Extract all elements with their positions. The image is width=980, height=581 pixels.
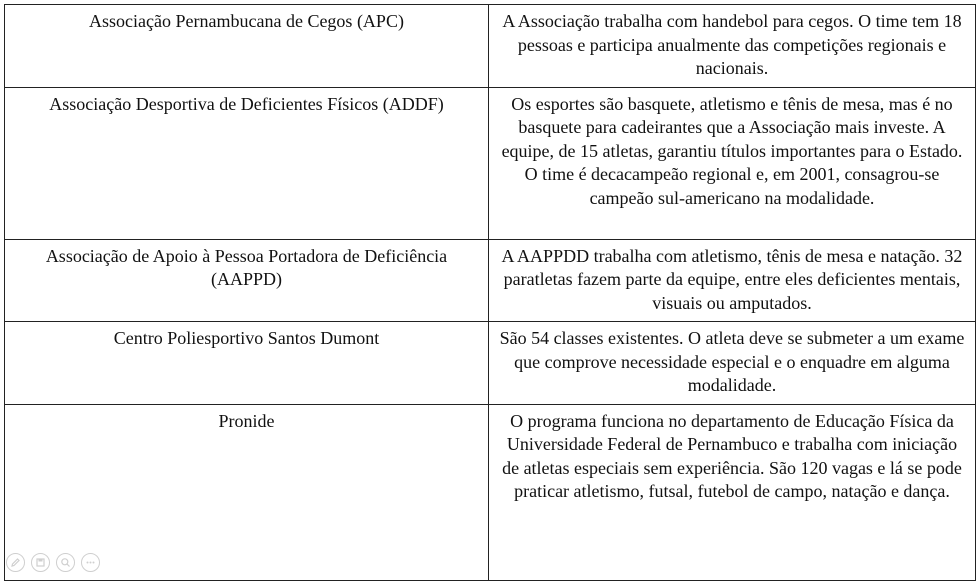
institution-description-cell: A Associação trabalha com handebol para cegos. O time tem 18 pessoas e participa anualmente das competições regionais e nacionais. <box>489 5 976 88</box>
institution-name-cell: Associação Desportiva de Deficientes Físicos (ADDF) <box>5 87 489 239</box>
more-icon[interactable] <box>81 553 100 572</box>
institution-description-cell: O programa funciona no departamento de Educação Física da Universidade Federal de Pernambuco e trabalha com iniciação de atletas especiais sem experiência. São 120 vagas e lá se pode praticar atletismo, futsal, futebol de campo, natação e dança. <box>489 404 976 580</box>
institutions-table <box>4 4 976 581</box>
institution-description-cell: Os esportes são basquete, atletismo e tênis de mesa, mas é no basquete para cadeirantes que a Associação mais investe. A equipe, de 15 atletas, garantiu títulos importantes para o Estado. O time é decacampeão regional e, em 2001, consagrou-se campeão sul-americano na modalidade. <box>489 87 976 239</box>
table-row <box>5 239 976 322</box>
table-row <box>5 5 976 88</box>
pencil-icon[interactable] <box>6 553 25 572</box>
institution-name-cell: Associação de Apoio à Pessoa Portadora de Deficiência (AAPPD) <box>5 239 489 322</box>
institution-name-cell: Pronide <box>5 404 489 580</box>
table-row <box>5 404 976 580</box>
table-row <box>5 87 976 239</box>
save-icon[interactable] <box>31 553 50 572</box>
institution-description-cell: São 54 classes existentes. O atleta deve se submeter a um exame que comprove necessidade especial e o enquadre em alguma modalidade. <box>489 322 976 405</box>
institution-description-cell: A AAPPDD trabalha com atletismo, tênis de mesa e natação. 32 paratletas fazem parte da equipe, entre eles deficientes mentais, visuais ou amputados. <box>489 239 976 322</box>
image-toolbar <box>6 553 100 572</box>
zoom-icon[interactable] <box>56 553 75 572</box>
table-row <box>5 322 976 405</box>
institution-name-cell: Centro Poliesportivo Santos Dumont <box>5 322 489 405</box>
institution-name-cell: Associação Pernambucana de Cegos (APC) <box>5 5 489 88</box>
